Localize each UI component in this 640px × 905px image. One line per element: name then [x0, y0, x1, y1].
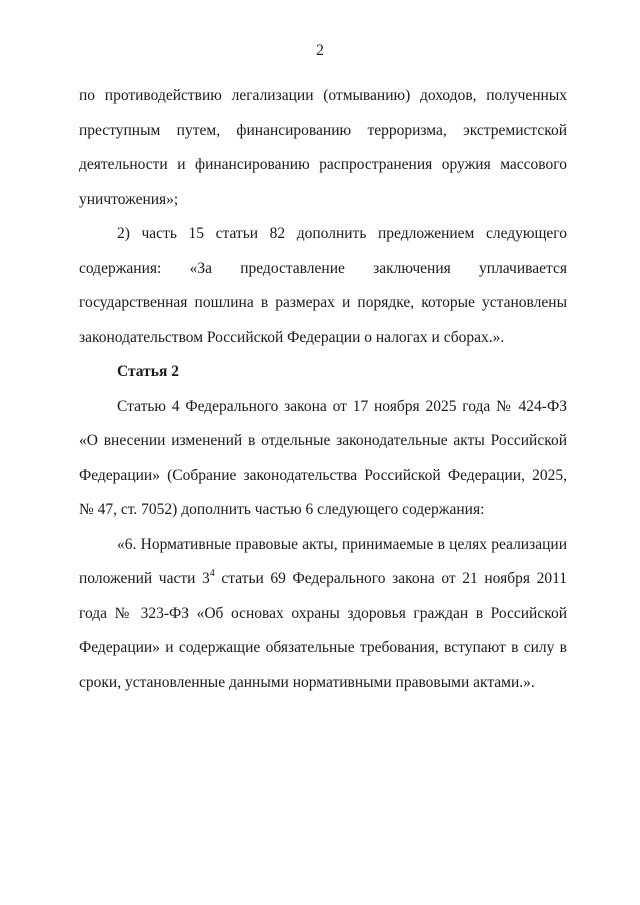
page-number: 2 — [316, 42, 324, 59]
paragraph-item-2: 2) часть 15 статьи 82 дополнить предложением следующего содержания: «За предоставление заключения уплачивается государственная пошлина в размерах и порядке, которые установлены законодательством Российской Федерации о налогах и сборах.». — [79, 225, 567, 346]
paragraph-article-2-intro: Статью 4 Федерального закона от 17 ноября 2025 года № 424-ФЗ «О внесении изменений в отдельные законодательные акты Российской Федерации» (Собрание законодательства Российской Федерации, 2025, № 47, ст. 7052) дополнить частью 6 следующего содержания: — [79, 397, 567, 518]
paragraph-part-6-text-b: статьи 69 Федерального закона от 21 ноября 2011 года № 323-ФЗ «Об основах охраны здоровья граждан в Российской Федерации» и содержащие обязательные требования, вступают в силу в сроки, установленные данными нормативными правовыми актами.». — [79, 570, 567, 691]
paragraph-part-6-text-a: «6. Нормативные правовые акты, принимаемые в целях реализации положений части 3 — [79, 535, 567, 587]
paragraph-continuation: по противодействию легализации (отмыванию) доходов, полученных преступным путем, финансированию терроризма, экстремистской деятельности и финансированию распространения оружия массового уничтожения»; — [79, 87, 567, 208]
superscript: 4 — [209, 567, 215, 579]
document-body — [79, 79, 567, 700]
paragraph-part-6 — [79, 528, 567, 701]
article-heading: Статья 2 — [117, 363, 179, 380]
